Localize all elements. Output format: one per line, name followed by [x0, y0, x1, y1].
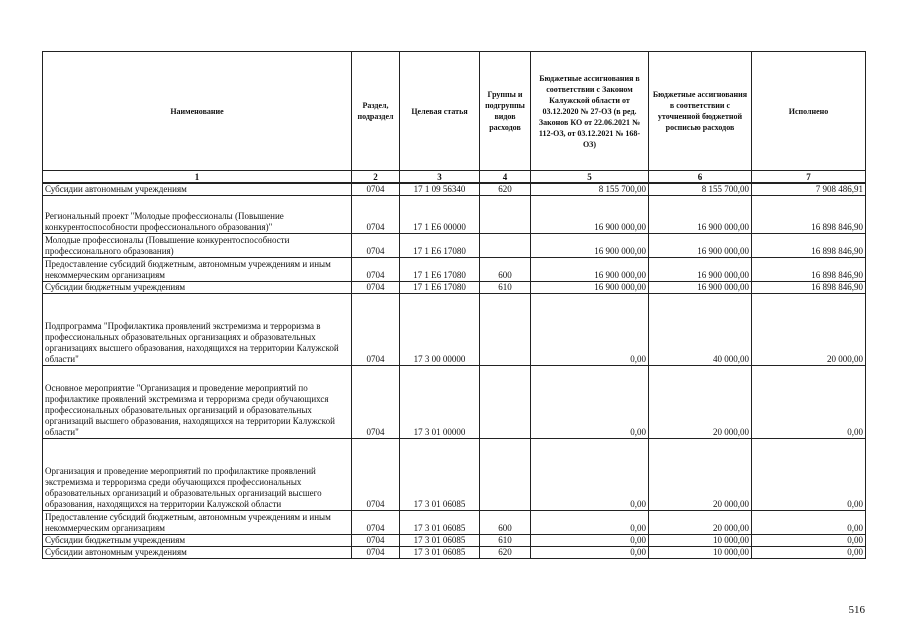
cell-refined: 16 900 000,00 — [649, 258, 752, 282]
cell-executed: 16 898 846,90 — [752, 234, 866, 258]
cell-name: Молодые профессионалы (Повышение конкурентоспособности профессионального образования) — [43, 234, 352, 258]
cell-name: Региональный проект "Молодые профессионалы (Повышение конкурентоспособности профессионального образования)" — [43, 196, 352, 234]
cell-section: 0704 — [352, 366, 400, 439]
table-row — [43, 282, 866, 294]
column-number: 1 — [43, 171, 352, 184]
cell-target: 17 3 01 06085 — [400, 535, 480, 547]
cell-executed: 0,00 — [752, 535, 866, 547]
table-row — [43, 183, 866, 196]
cell-executed: 0,00 — [752, 366, 866, 439]
cell-law: 0,00 — [531, 294, 649, 366]
cell-target: 17 3 01 00000 — [400, 366, 480, 439]
header-refined-allocations: Бюджетные ассигнования в соответствии с уточненной бюджетной росписью расходов — [649, 52, 752, 171]
cell-section: 0704 — [352, 234, 400, 258]
table-row — [43, 366, 866, 439]
cell-refined: 8 155 700,00 — [649, 183, 752, 196]
cell-group — [480, 196, 531, 234]
cell-name: Субсидии автономным учреждениям — [43, 183, 352, 196]
cell-group: 620 — [480, 547, 531, 559]
cell-group: 610 — [480, 282, 531, 294]
table-row — [43, 258, 866, 282]
column-number: 2 — [352, 171, 400, 184]
cell-name: Основное мероприятие "Организация и проведение мероприятий по профилактике проявлений экстремизма и терроризма среди обучающихся профессиональных образовательных организаций и образовательных организаций высшего образования, находящихся на территории Калужской области" — [43, 366, 352, 439]
cell-group — [480, 439, 531, 511]
cell-executed: 16 898 846,90 — [752, 282, 866, 294]
cell-group — [480, 294, 531, 366]
cell-executed: 20 000,00 — [752, 294, 866, 366]
column-number: 4 — [480, 171, 531, 184]
header-groups: Группы и подгруппы видов расходов — [480, 52, 531, 171]
cell-refined: 16 900 000,00 — [649, 282, 752, 294]
cell-refined: 20 000,00 — [649, 439, 752, 511]
header-executed: Исполнено — [752, 52, 866, 171]
cell-section: 0704 — [352, 294, 400, 366]
cell-law: 8 155 700,00 — [531, 183, 649, 196]
table-row — [43, 535, 866, 547]
cell-target: 17 1 Е6 17080 — [400, 234, 480, 258]
column-number: 5 — [531, 171, 649, 184]
cell-target: 17 3 01 06085 — [400, 511, 480, 535]
cell-refined: 16 900 000,00 — [649, 234, 752, 258]
header-section: Раздел, подраздел — [352, 52, 400, 171]
table-row — [43, 439, 866, 511]
cell-group: 600 — [480, 258, 531, 282]
table-row — [43, 511, 866, 535]
cell-section: 0704 — [352, 282, 400, 294]
cell-target: 17 1 09 56340 — [400, 183, 480, 196]
cell-section: 0704 — [352, 439, 400, 511]
table-row — [43, 547, 866, 559]
header-name: Наименование — [43, 52, 352, 171]
cell-target: 17 1 Е6 17080 — [400, 282, 480, 294]
cell-refined: 40 000,00 — [649, 294, 752, 366]
cell-name: Субсидии бюджетным учреждениям — [43, 535, 352, 547]
cell-target: 17 1 Е6 17080 — [400, 258, 480, 282]
cell-refined: 20 000,00 — [649, 366, 752, 439]
header-row — [43, 52, 866, 171]
cell-refined: 16 900 000,00 — [649, 196, 752, 234]
cell-law: 0,00 — [531, 439, 649, 511]
column-number: 3 — [400, 171, 480, 184]
header-target: Целевая статья — [400, 52, 480, 171]
cell-law: 0,00 — [531, 535, 649, 547]
cell-section: 0704 — [352, 183, 400, 196]
cell-name: Подпрограмма "Профилактика проявлений экстремизма и терроризма в профессиональных образовательных организациях и образовательных организациях высшего образования, находящихся на территории Калужской области" — [43, 294, 352, 366]
cell-law: 16 900 000,00 — [531, 258, 649, 282]
cell-executed: 0,00 — [752, 547, 866, 559]
cell-section: 0704 — [352, 511, 400, 535]
cell-section: 0704 — [352, 535, 400, 547]
cell-name: Предоставление субсидий бюджетным, автономным учреждениям и иным некоммерческим организациям — [43, 258, 352, 282]
cell-name: Организация и проведение мероприятий по профилактике проявлений экстремизма и терроризма среди обучающихся профессиональных образовательных организаций и образовательных организаций высшего образования, находящихся на территории Калужской области — [43, 439, 352, 511]
budget-table — [42, 51, 866, 559]
cell-section: 0704 — [352, 547, 400, 559]
cell-refined: 10 000,00 — [649, 547, 752, 559]
cell-executed: 16 898 846,90 — [752, 258, 866, 282]
cell-law: 0,00 — [531, 511, 649, 535]
cell-target: 17 3 01 06085 — [400, 439, 480, 511]
cell-executed: 0,00 — [752, 439, 866, 511]
cell-group: 620 — [480, 183, 531, 196]
cell-law: 16 900 000,00 — [531, 196, 649, 234]
cell-name: Субсидии бюджетным учреждениям — [43, 282, 352, 294]
cell-name: Субсидии автономным учреждениям — [43, 547, 352, 559]
column-number: 6 — [649, 171, 752, 184]
table-row — [43, 294, 866, 366]
cell-law: 16 900 000,00 — [531, 234, 649, 258]
cell-target: 17 3 01 06085 — [400, 547, 480, 559]
cell-law: 16 900 000,00 — [531, 282, 649, 294]
cell-executed: 16 898 846,90 — [752, 196, 866, 234]
header-law-allocations: Бюджетные ассигнования в соответствии с Законом Калужской области от 03.12.2020 № 27-ОЗ (в ред. Законов КО от 22.06.2021 № 112-ОЗ, от 03.12.2021 № 168-ОЗ) — [531, 52, 649, 171]
cell-law: 0,00 — [531, 366, 649, 439]
cell-executed: 0,00 — [752, 511, 866, 535]
column-number: 7 — [752, 171, 866, 184]
cell-law: 0,00 — [531, 547, 649, 559]
table-row — [43, 196, 866, 234]
cell-section: 0704 — [352, 258, 400, 282]
cell-group — [480, 366, 531, 439]
cell-name: Предоставление субсидий бюджетным, автономным учреждениям и иным некоммерческим организациям — [43, 511, 352, 535]
cell-group: 600 — [480, 511, 531, 535]
cell-refined: 20 000,00 — [649, 511, 752, 535]
cell-target: 17 1 Е6 00000 — [400, 196, 480, 234]
cell-refined: 10 000,00 — [649, 535, 752, 547]
table-row — [43, 234, 866, 258]
cell-executed: 7 908 486,91 — [752, 183, 866, 196]
cell-section: 0704 — [352, 196, 400, 234]
page-number: 516 — [848, 604, 865, 616]
cell-group: 610 — [480, 535, 531, 547]
cell-group — [480, 234, 531, 258]
column-number-row — [43, 171, 866, 184]
cell-target: 17 3 00 00000 — [400, 294, 480, 366]
